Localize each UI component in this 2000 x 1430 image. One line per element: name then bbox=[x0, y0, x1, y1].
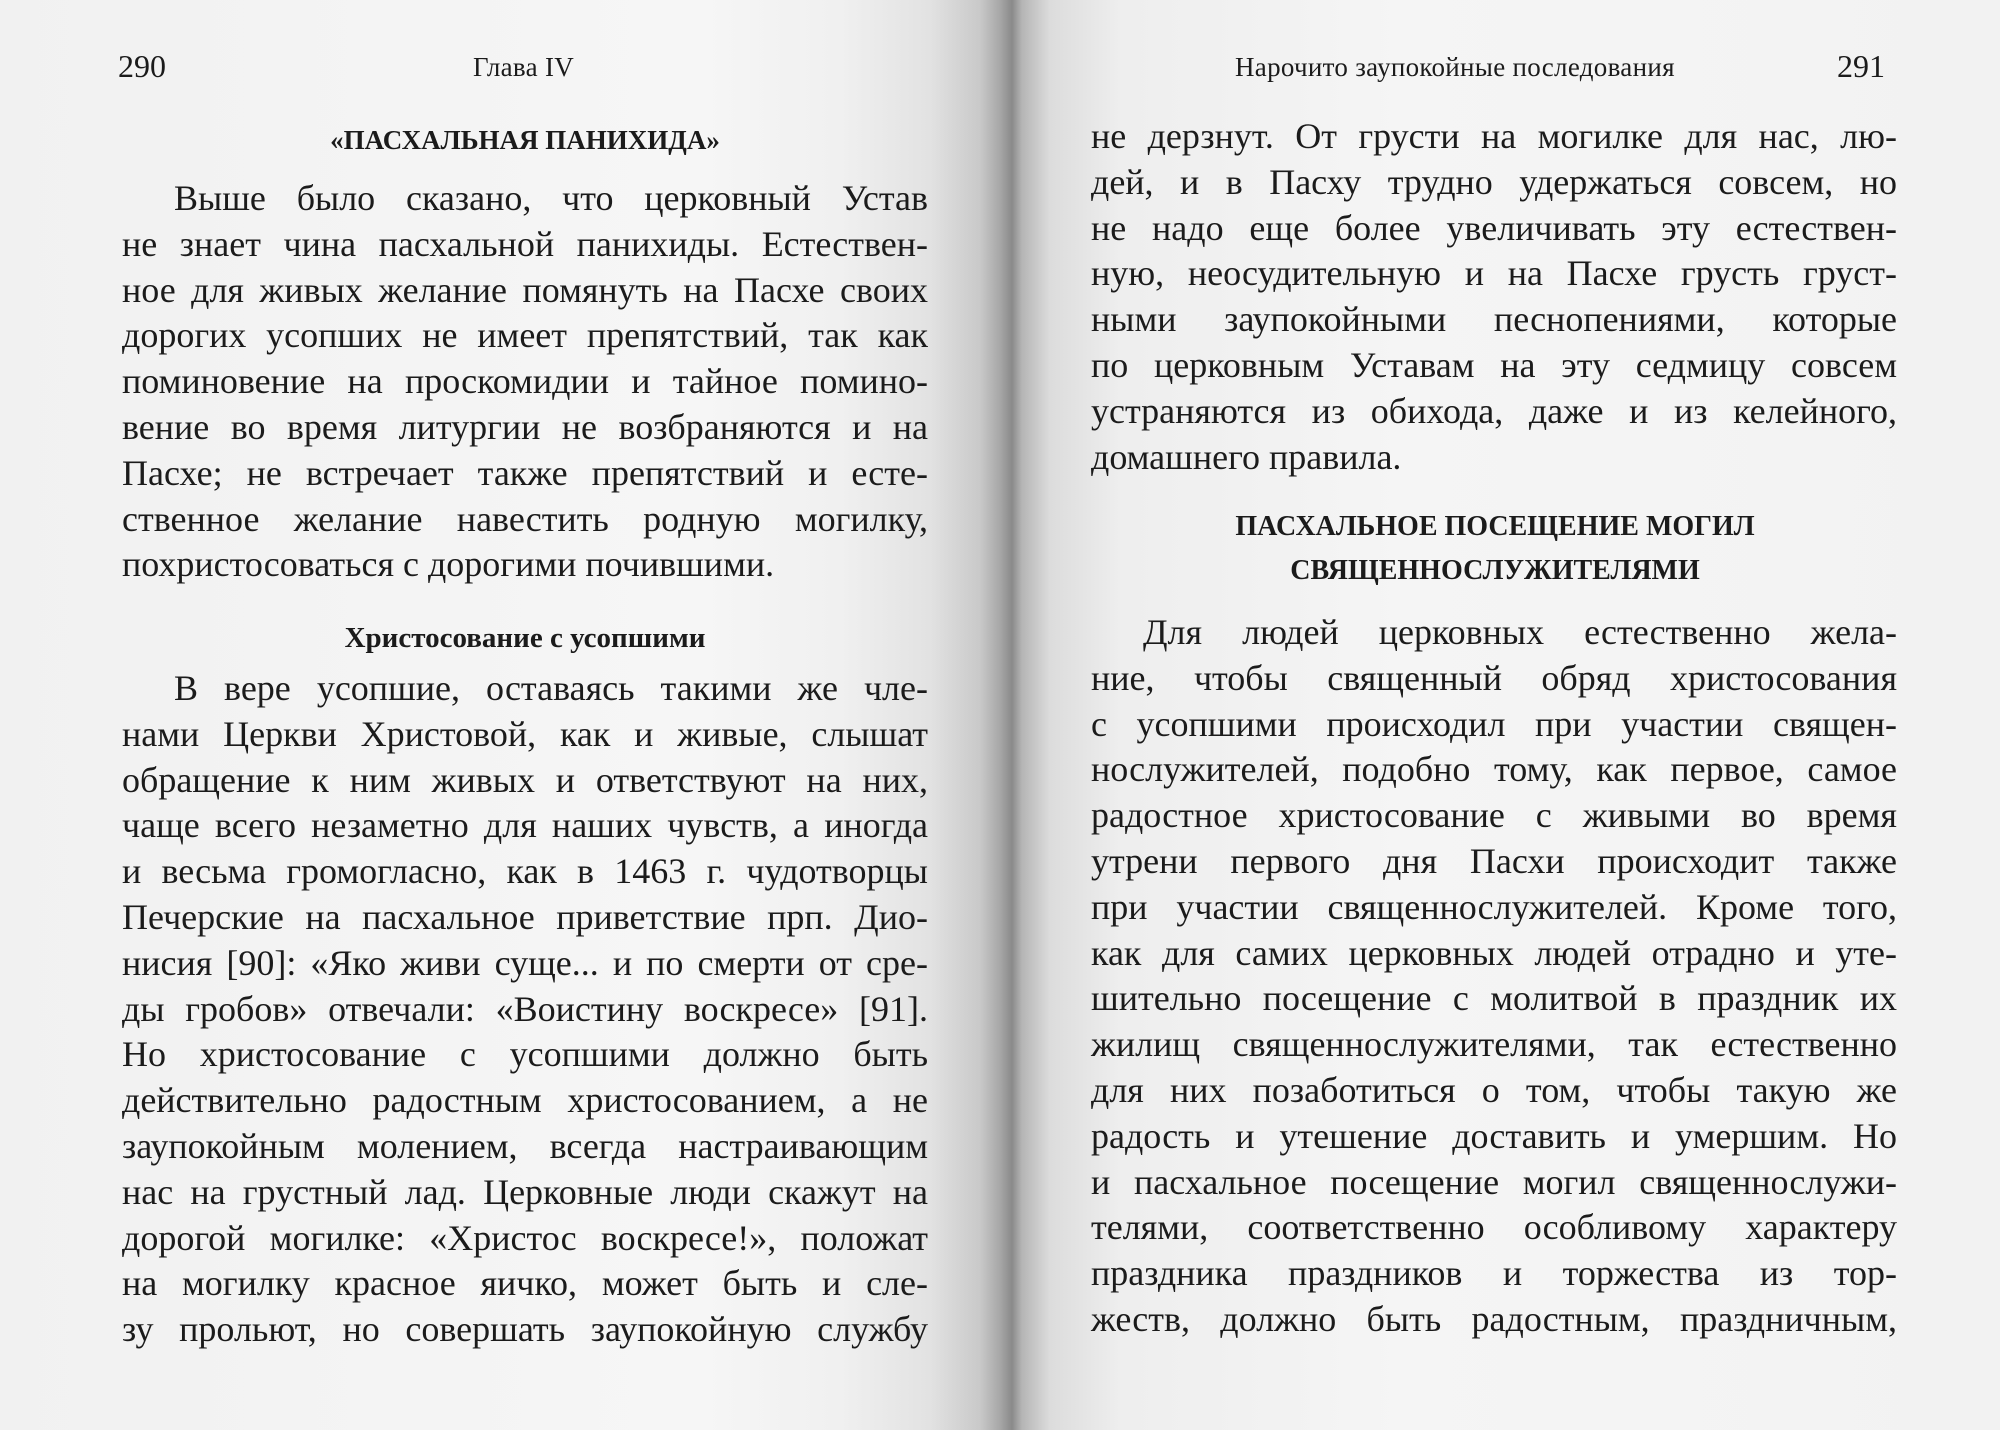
text-line: дорогой могилке: «Христос воскресе!», положат bbox=[122, 1217, 928, 1258]
text-line: обращение к ним живых и ответствуют на них, bbox=[122, 759, 928, 800]
text-line: дорогих усопших не имеет препятствий, так как bbox=[122, 315, 928, 356]
text-line: как для самих церковных людей отрадно и уте- bbox=[1091, 932, 1897, 973]
text-line: по церковным Уставам на эту седмицу совсем bbox=[1091, 344, 1897, 385]
text-line: поминовение на проскомидии и тайное помино- bbox=[122, 361, 928, 402]
text-line: ными заупокойными песнопениями, которые bbox=[1091, 299, 1897, 340]
text-line: радостное христосование с живыми во время bbox=[1091, 795, 1897, 836]
text-line: устраняются из обихода, даже и из келейного, bbox=[1091, 390, 1897, 431]
text-line: Для людей церковных естественно жела- bbox=[1143, 612, 1897, 652]
section-heading-grave-visit bbox=[1120, 505, 1870, 593]
heading-line: «ПАСХАЛЬНАЯ ПАНИХИДА» bbox=[330, 125, 720, 155]
section-heading-khristosovanie bbox=[290, 616, 760, 660]
section-heading-paschal-panikhida bbox=[290, 118, 760, 162]
text-line: В вере усопшие, оставаясь такими же чле- bbox=[174, 668, 928, 708]
text-line: на могилку красное яичко, может быть и сле- bbox=[122, 1263, 928, 1304]
right-running-head: Нарочито заупокойные последования bbox=[1235, 52, 1675, 82]
text-line: ное для живых желание помянуть на Пасхе своих bbox=[122, 269, 928, 310]
heading-line: СВЯЩЕННОСЛУЖИТЕЛЯМИ bbox=[1290, 555, 1700, 586]
text-line: нисия [90]: «Яко живи суще... и по смерти от сре- bbox=[122, 942, 928, 983]
left-paragraph-2 bbox=[122, 666, 928, 1353]
text-line: для них позаботиться о том, чтобы такую же bbox=[1091, 1069, 1897, 1110]
text-line: шительно посещение с молитвой в праздник их bbox=[1091, 978, 1897, 1019]
text-line: телями, соответственно особливому характеру bbox=[1091, 1207, 1897, 1248]
right-paragraph-1 bbox=[1091, 114, 1897, 480]
text-line: с усопшими происходил при участии священ- bbox=[1091, 703, 1897, 744]
text-line: Выше было сказано, что церковный Устав bbox=[174, 178, 928, 218]
text-line: ную, неосудительную и на Пасхе грусть груст- bbox=[1091, 253, 1897, 294]
text-line: утрени первого дня Пасхи происходит также bbox=[1091, 840, 1897, 881]
text-line: Пасхе; не встречает также препятствий и есте- bbox=[122, 452, 928, 493]
heading-line: ПАСХАЛЬНОЕ ПОСЕЩЕНИЕ МОГИЛ bbox=[1235, 511, 1755, 542]
text-line: не дерзнут. От грусти на могилке для нас, лю- bbox=[1091, 116, 1897, 156]
left-running-head: Глава IV bbox=[473, 52, 575, 82]
text-line: похристосоваться с дорогими почившими. bbox=[122, 544, 775, 585]
text-line: ды гробов» отвечали: «Воистину воскресе» [91]. bbox=[122, 988, 928, 1029]
text-line: вение во время литургии не возбраняются и на bbox=[122, 406, 928, 447]
text-line: жеств, должно быть радостным, праздничным, bbox=[1091, 1298, 1897, 1339]
right-paragraph-2 bbox=[1091, 610, 1897, 1343]
right-page-number: 291 bbox=[1837, 48, 1885, 84]
heading-line: Христосование с усопшими bbox=[344, 622, 706, 654]
text-line: Но христосование с усопшими должно быть bbox=[122, 1034, 928, 1075]
text-line: Печерские на пасхальное приветствие прп. Дио- bbox=[122, 896, 928, 937]
text-line: нас на грустный лад. Церковные люди скажут на bbox=[122, 1171, 928, 1212]
text-line: и пасхальное посещение могил священнослужи- bbox=[1091, 1161, 1897, 1202]
right-page bbox=[1020, 0, 2000, 1430]
text-line: нами Церкви Христовой, как и живые, слышат bbox=[122, 713, 928, 754]
text-line: нослужителей, подобно тому, как первое, самое bbox=[1091, 749, 1897, 790]
text-line: ственное желание навестить родную могилку, bbox=[122, 498, 928, 539]
text-line: домашнего правила. bbox=[1091, 436, 1402, 477]
text-line: чаще всего незаметно для наших чувств, а иногда bbox=[122, 805, 928, 846]
text-line: заупокойным молением, всегда настраивающим bbox=[122, 1125, 928, 1166]
text-line: не надо еще более увеличивать эту естествен- bbox=[1091, 207, 1897, 248]
text-line: жилищ священнослужителями, так естественно bbox=[1091, 1024, 1897, 1065]
text-line: зу прольют, но совершать заупокойную службу bbox=[122, 1309, 928, 1350]
text-line: действительно радостным христосованием, а не bbox=[122, 1080, 928, 1121]
left-page-number: 290 bbox=[118, 48, 166, 84]
text-line: дей, и в Пасху трудно удержаться совсем, но bbox=[1091, 161, 1897, 202]
text-line: праздника праздников и торжества из тор- bbox=[1091, 1253, 1897, 1294]
text-line: не знает чина пасхальной панихиды. Естествен- bbox=[122, 223, 928, 264]
text-line: и весьма громогласно, как в 1463 г. чудотворцы bbox=[122, 851, 928, 892]
left-paragraph-1 bbox=[122, 176, 928, 588]
text-line: при участии священнослужителей. Кроме того, bbox=[1091, 886, 1897, 927]
text-line: радость и утешение доставить и умершим. Но bbox=[1091, 1115, 1897, 1156]
text-line: ние, чтобы священный обряд христосования bbox=[1091, 657, 1897, 698]
